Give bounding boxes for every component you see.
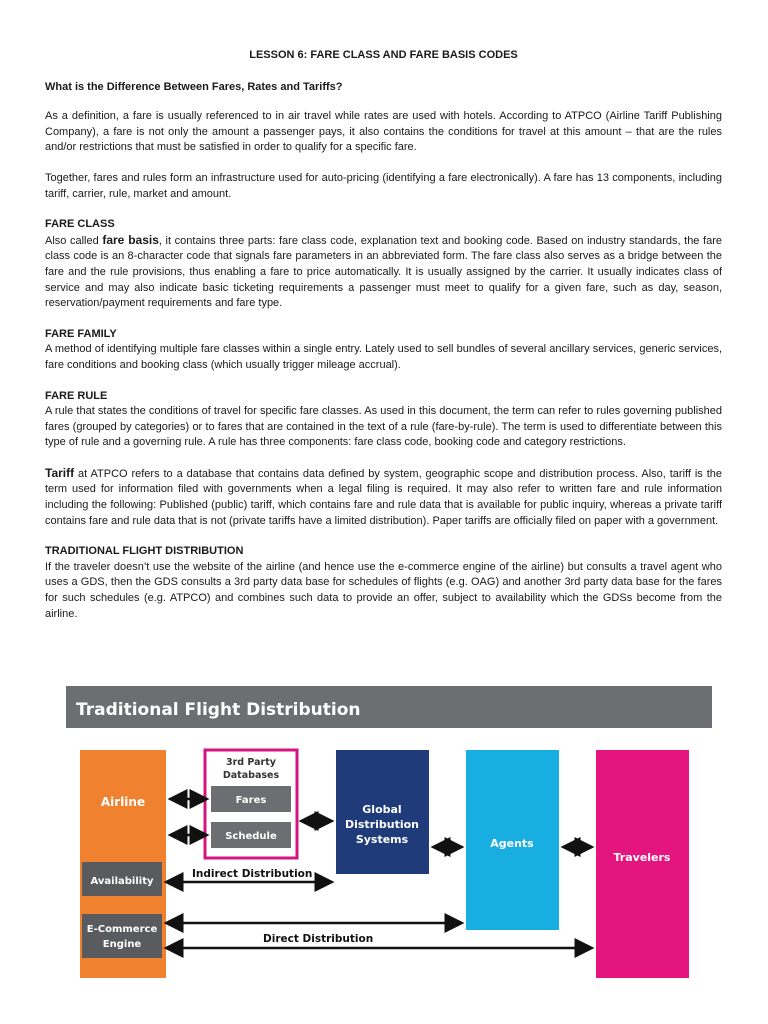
- travelers-label: Travelers: [613, 851, 671, 864]
- heading-fare-family: FARE FAMILY: [45, 327, 117, 340]
- diagram-title: Traditional Flight Distribution: [76, 700, 361, 720]
- indirect-label: Indirect Distribution: [192, 868, 313, 880]
- section-question: What is the Difference Between Fares, Rates and Tariffs?: [45, 80, 343, 93]
- ecommerce-box: [82, 914, 162, 958]
- gds-label-2: Distribution: [344, 818, 420, 831]
- tariff-body: at ATPCO refers to a database that contains data defined by system, geographic scope and distribution process. Also, tariff is the term used for information filed with governments when a legal filing is required. It may also refer to written fare and rule information including the following: Published (public) tariff, which contains fare and rule data that is available for public inquiry, whereas a private tariff contains fare and rule data that is not (private tariffs have a limited distribution). Paper tariffs are officially filed on paper with a government.: [45, 467, 722, 527]
- airline-label: Airline: [100, 795, 146, 809]
- paragraph-definition: As a definition, a fare is usually referenced to in air travel while rates are used with hotels. According to ATPCO (Airline Tariff Publishing Company), a fare is not only the amount a passenger pays, it also contains the conditions for travel at this amount – that are the rules and/or restrictions that must be satisfied in order to qualify for a specific fare.: [45, 110, 722, 154]
- document-page: [45, 48, 722, 637]
- paragraph-tariff: [45, 466, 722, 529]
- paragraph-fare-rule: A rule that states the conditions of travel for specific fare classes. As used in this document, the term can refer to rules governing published fares (grouped by categories) or to fares that are contained in the text of a rule (fare-by-rule). The term is used to differentiate between this type of rule and a governing rule. A rule has three components: fare class code, booking code and category restrictions.: [45, 405, 722, 449]
- ecommerce-label-1: E-Commerce: [86, 924, 158, 935]
- fare-class-lead: Also called: [45, 234, 103, 247]
- heading-fare-class: FARE CLASS: [45, 218, 115, 231]
- fares-label: Fares: [235, 795, 267, 806]
- paragraph-fare-family: A method of identifying multiple fare classes within a single entry. Lately used to sell bundles of several ancillary services, generic services, fare conditions and booking class (which usually trigger mileage accrual).: [45, 343, 722, 371]
- tariff-term: Tariff: [45, 465, 75, 480]
- gds-label-1: Global: [362, 803, 402, 816]
- paragraph-fare-class: [45, 233, 722, 312]
- section-traditional: [45, 544, 722, 622]
- diagram-svg: [66, 686, 712, 996]
- section-fare-class: [45, 217, 722, 312]
- third-party-label-1: 3rd Party: [226, 757, 276, 768]
- heading-traditional: TRADITIONAL FLIGHT DISTRIBUTION: [45, 545, 244, 558]
- section-fare-family: [45, 327, 722, 374]
- distribution-diagram: [66, 686, 712, 996]
- schedule-label: Schedule: [225, 831, 277, 842]
- third-party-label-2: Databases: [222, 770, 280, 781]
- gds-label-3: Systems: [355, 833, 409, 846]
- page-title: LESSON 6: FARE CLASS AND FARE BASIS CODES: [249, 49, 518, 61]
- paragraph-traditional: If the traveler doesn’t use the website of the airline (and hence use the e-commerce engine of the airline) but consults a travel agent who uses a GDS, then the GDS consults a 3rd party data base for schedules of flights (e.g. OAG) and another 3rd party data base for the fares for such schedules (e.g. ATPCO) and combines such data to provide an offer, subject to availability which the GDSs become from the airline.: [45, 560, 722, 620]
- ecommerce-label-2: Engine: [102, 939, 142, 950]
- availability-label: Availability: [90, 876, 154, 887]
- direct-label: Direct Distribution: [263, 933, 374, 945]
- paragraph-components: Together, fares and rules form an infrastructure used for auto-pricing (identifying a fare electronically). A fare has 13 components, including tariff, carrier, rule, market and amount.: [45, 171, 722, 200]
- travelers-box: [596, 750, 689, 978]
- heading-fare-rule: FARE RULE: [45, 389, 108, 402]
- section-fare-rule: [45, 389, 722, 451]
- fare-class-body: , it contains three parts: fare class code, explanation text and booking code. Based on industry standards, the fare class code is an 8-character code that signals fare parameters in an abbreviated form. The fare class also serves as a bridge between the fare and the rule provisions, thus enabling a fare to price automatically. It is usually assigned by the carrier. It usually indicates class of service and may also indicate basic ticketing requirements a passenger must meet to qualify for a given fare, such as day, season, reservation/payment requirements and fare type.: [45, 234, 722, 310]
- agents-label: Agents: [490, 837, 534, 850]
- fare-basis-term: fare basis: [102, 232, 159, 247]
